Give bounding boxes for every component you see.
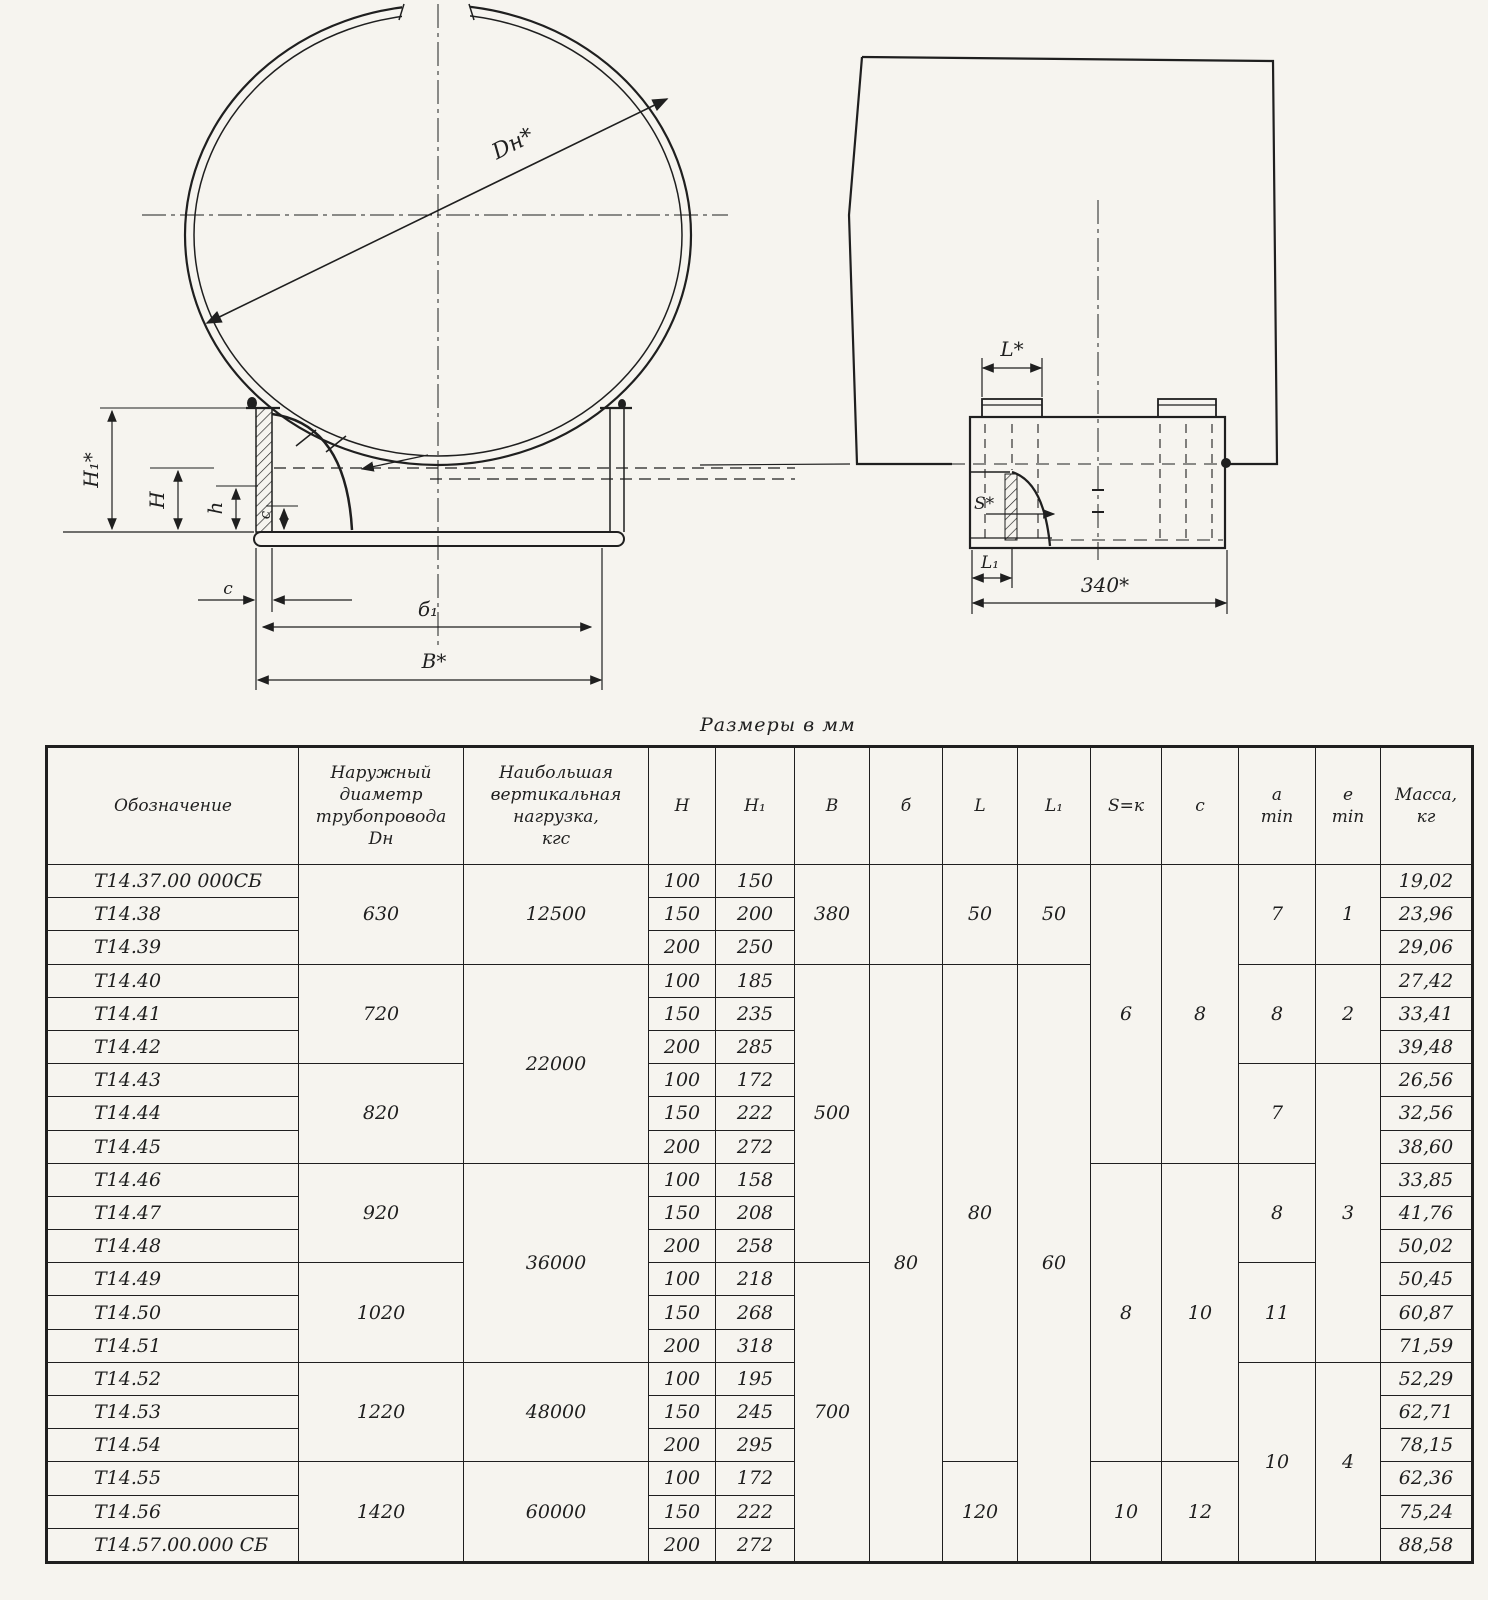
b1-dimension-label: б₁ — [417, 597, 439, 621]
table-cell: Т14.42 — [47, 1030, 299, 1063]
table-cell: 500 — [795, 964, 870, 1263]
table-row — [47, 964, 1473, 997]
table-cell: 88,58 — [1381, 1528, 1473, 1562]
table-cell: 245 — [716, 1396, 795, 1429]
table-cell: 920 — [299, 1163, 464, 1263]
column-header: Наибольшая вертикальная нагрузка, кгс — [464, 747, 649, 865]
column-header: Обозначение — [47, 747, 299, 865]
table-cell: 285 — [716, 1030, 795, 1063]
table-cell: 158 — [716, 1163, 795, 1196]
table-cell: 38,60 — [1381, 1130, 1473, 1163]
table-cell: 39,48 — [1381, 1030, 1473, 1063]
table-cell: 268 — [716, 1296, 795, 1329]
table-cell: 150 — [649, 898, 716, 931]
table-cell: 100 — [649, 964, 716, 997]
table-cell: 41,76 — [1381, 1196, 1473, 1229]
table-cell: 222 — [716, 1097, 795, 1130]
table-cell: 60 — [1018, 964, 1091, 1562]
column-header: H₁ — [716, 747, 795, 865]
table-cell: 8 — [1239, 1163, 1316, 1263]
table-cell: 250 — [716, 931, 795, 964]
table-cell: 8 — [1162, 865, 1239, 1164]
side-view — [849, 57, 1277, 560]
table-cell: Т14.50 — [47, 1296, 299, 1329]
table-cell: 222 — [716, 1495, 795, 1528]
table-cell: 22000 — [464, 964, 649, 1163]
table-row — [47, 1263, 1473, 1296]
table-cell: 4 — [1316, 1362, 1381, 1562]
table-cell: 10 — [1239, 1362, 1316, 1562]
technical-drawing — [0, 0, 1488, 712]
table-cell: 7 — [1239, 865, 1316, 965]
table-cell: 185 — [716, 964, 795, 997]
dn-dimension-label: Dн* — [488, 123, 538, 166]
table-cell: 26,56 — [1381, 1064, 1473, 1097]
table-cell: 380 — [795, 865, 870, 965]
table-wrap — [45, 745, 1474, 1564]
table-cell: Т14.46 — [47, 1163, 299, 1196]
table-title: Размеры в мм — [700, 714, 856, 736]
table-cell: Т14.52 — [47, 1362, 299, 1395]
table-cell: 32,56 — [1381, 1097, 1473, 1130]
table-cell: 50 — [943, 865, 1018, 965]
header-row — [47, 747, 1473, 865]
column-header: В — [795, 747, 870, 865]
table-cell: 62,71 — [1381, 1396, 1473, 1429]
table-cell: Т14.54 — [47, 1429, 299, 1462]
table-cell: 71,59 — [1381, 1329, 1473, 1362]
table-cell: 12 — [1162, 1462, 1239, 1563]
b-total-dimension-label: В* — [421, 649, 447, 673]
table-cell: 120 — [943, 1462, 1018, 1563]
table-cell: 200 — [649, 1230, 716, 1263]
table-cell: 62,36 — [1381, 1462, 1473, 1495]
table-cell: 27,42 — [1381, 964, 1473, 997]
table-cell: 80 — [943, 964, 1018, 1462]
table-cell: 235 — [716, 997, 795, 1030]
table-cell: 50 — [1018, 865, 1091, 965]
table-row — [47, 1362, 1473, 1395]
h-dimension-label: H — [145, 491, 169, 509]
column-header: S=к — [1091, 747, 1162, 865]
table-cell: 1420 — [299, 1462, 464, 1563]
table-cell: 7 — [1239, 1064, 1316, 1164]
table-cell: 23,96 — [1381, 898, 1473, 931]
table-cell: 19,02 — [1381, 865, 1473, 898]
table-cell: 1220 — [299, 1362, 464, 1462]
table-cell: 100 — [649, 1163, 716, 1196]
dimension-table — [45, 745, 1474, 1564]
column-header: L — [943, 747, 1018, 865]
table-cell: 1020 — [299, 1263, 464, 1363]
table-cell: 100 — [649, 1064, 716, 1097]
column-header: e min — [1316, 747, 1381, 865]
table-cell: 630 — [299, 865, 464, 965]
table-cell: Т14.51 — [47, 1329, 299, 1362]
table-cell: 295 — [716, 1429, 795, 1462]
table-cell: 200 — [649, 1528, 716, 1562]
table-cell: Т14.53 — [47, 1396, 299, 1429]
column-header: H — [649, 747, 716, 865]
table-cell: 150 — [716, 865, 795, 898]
table-cell: 33,85 — [1381, 1163, 1473, 1196]
table-cell: 3 — [1316, 1064, 1381, 1363]
table-row — [47, 1064, 1473, 1097]
front-view-dimensions — [63, 408, 602, 690]
table-cell: 272 — [716, 1130, 795, 1163]
table-cell: 8 — [1239, 964, 1316, 1064]
table-cell: 6 — [1091, 865, 1162, 1164]
table-cell: 80 — [870, 964, 943, 1562]
table-row — [47, 1163, 1473, 1196]
table-cell: Т14.39 — [47, 931, 299, 964]
h-small-dimension-label: h — [203, 501, 227, 515]
s-dimension-label: S* — [974, 494, 995, 514]
c-bottom-dimension-label: с — [223, 579, 233, 599]
table-cell: 2 — [1316, 964, 1381, 1064]
table-cell: 218 — [716, 1263, 795, 1296]
column-header: с — [1162, 747, 1239, 865]
table-cell: 150 — [649, 1296, 716, 1329]
table-cell: 50,02 — [1381, 1230, 1473, 1263]
table-cell: 172 — [716, 1462, 795, 1495]
table-cell: Т14.38 — [47, 898, 299, 931]
table-cell: 100 — [649, 1263, 716, 1296]
table-cell: 50,45 — [1381, 1263, 1473, 1296]
table-cell: 208 — [716, 1196, 795, 1229]
column-header: б — [870, 747, 943, 865]
table-cell: 195 — [716, 1362, 795, 1395]
table-cell: 200 — [649, 1130, 716, 1163]
table-cell: 12500 — [464, 865, 649, 965]
table-cell: 8 — [1091, 1163, 1162, 1462]
table-cell: 258 — [716, 1230, 795, 1263]
saddle-front-view — [246, 397, 850, 546]
table-cell: 820 — [299, 1064, 464, 1164]
table-cell: 100 — [649, 1462, 716, 1495]
table-cell: 29,06 — [1381, 931, 1473, 964]
table-cell: 75,24 — [1381, 1495, 1473, 1528]
table-cell: Т14.49 — [47, 1263, 299, 1296]
table-cell: 10 — [1162, 1163, 1239, 1462]
table-cell: Т14.57.00.000 СБ — [47, 1528, 299, 1562]
table-cell: Т14.44 — [47, 1097, 299, 1130]
table-cell — [870, 865, 943, 965]
h1-dimension-label: H₁* — [79, 452, 103, 488]
table-cell: 33,41 — [1381, 997, 1473, 1030]
table-cell: Т14.55 — [47, 1462, 299, 1495]
table-cell: 1 — [1316, 865, 1381, 965]
table-cell: 700 — [795, 1263, 870, 1563]
table-cell: Т14.48 — [47, 1230, 299, 1263]
table-cell: 60000 — [464, 1462, 649, 1563]
table-cell: 150 — [649, 1097, 716, 1130]
l-dimension-label: L* — [1000, 337, 1024, 361]
table-cell: 200 — [649, 1030, 716, 1063]
c-vertical-dimension-label: с — [256, 510, 274, 520]
table-cell: 150 — [649, 997, 716, 1030]
table-cell: 200 — [716, 898, 795, 931]
table-cell: 150 — [649, 1196, 716, 1229]
table-cell: 48000 — [464, 1362, 649, 1462]
table-cell: 200 — [649, 1429, 716, 1462]
table-cell: 318 — [716, 1329, 795, 1362]
total-length-dimension-label: 340* — [1080, 573, 1130, 597]
table-cell: 100 — [649, 1362, 716, 1395]
table-cell: 52,29 — [1381, 1362, 1473, 1395]
l1-dimension-label: L₁ — [980, 553, 1000, 573]
table-cell: 200 — [649, 931, 716, 964]
table-cell: 60,87 — [1381, 1296, 1473, 1329]
table-cell: 11 — [1239, 1263, 1316, 1363]
table-cell: 172 — [716, 1064, 795, 1097]
table-cell: Т14.45 — [47, 1130, 299, 1163]
table-cell: 150 — [649, 1396, 716, 1429]
pipe-cross-section — [142, 2, 728, 648]
column-header: a min — [1239, 747, 1316, 865]
table-cell: 78,15 — [1381, 1429, 1473, 1462]
table-cell: 10 — [1091, 1462, 1162, 1563]
table-cell: Т14.41 — [47, 997, 299, 1030]
table-cell: Т14.56 — [47, 1495, 299, 1528]
table-cell: Т14.37.00 000СБ — [47, 865, 299, 898]
table-cell: Т14.47 — [47, 1196, 299, 1229]
table-cell: 100 — [649, 865, 716, 898]
table-cell: 200 — [649, 1329, 716, 1362]
table-cell: 36000 — [464, 1163, 649, 1362]
column-header: Наружный диаметр трубопровода Dн — [299, 747, 464, 865]
table-cell: 720 — [299, 964, 464, 1064]
table-row — [47, 865, 1473, 898]
column-header: L₁ — [1018, 747, 1091, 865]
table-cell: 150 — [649, 1495, 716, 1528]
table-cell: Т14.40 — [47, 964, 299, 997]
column-header: Масса, кг — [1381, 747, 1473, 865]
table-cell: Т14.43 — [47, 1064, 299, 1097]
table-cell: 272 — [716, 1528, 795, 1562]
